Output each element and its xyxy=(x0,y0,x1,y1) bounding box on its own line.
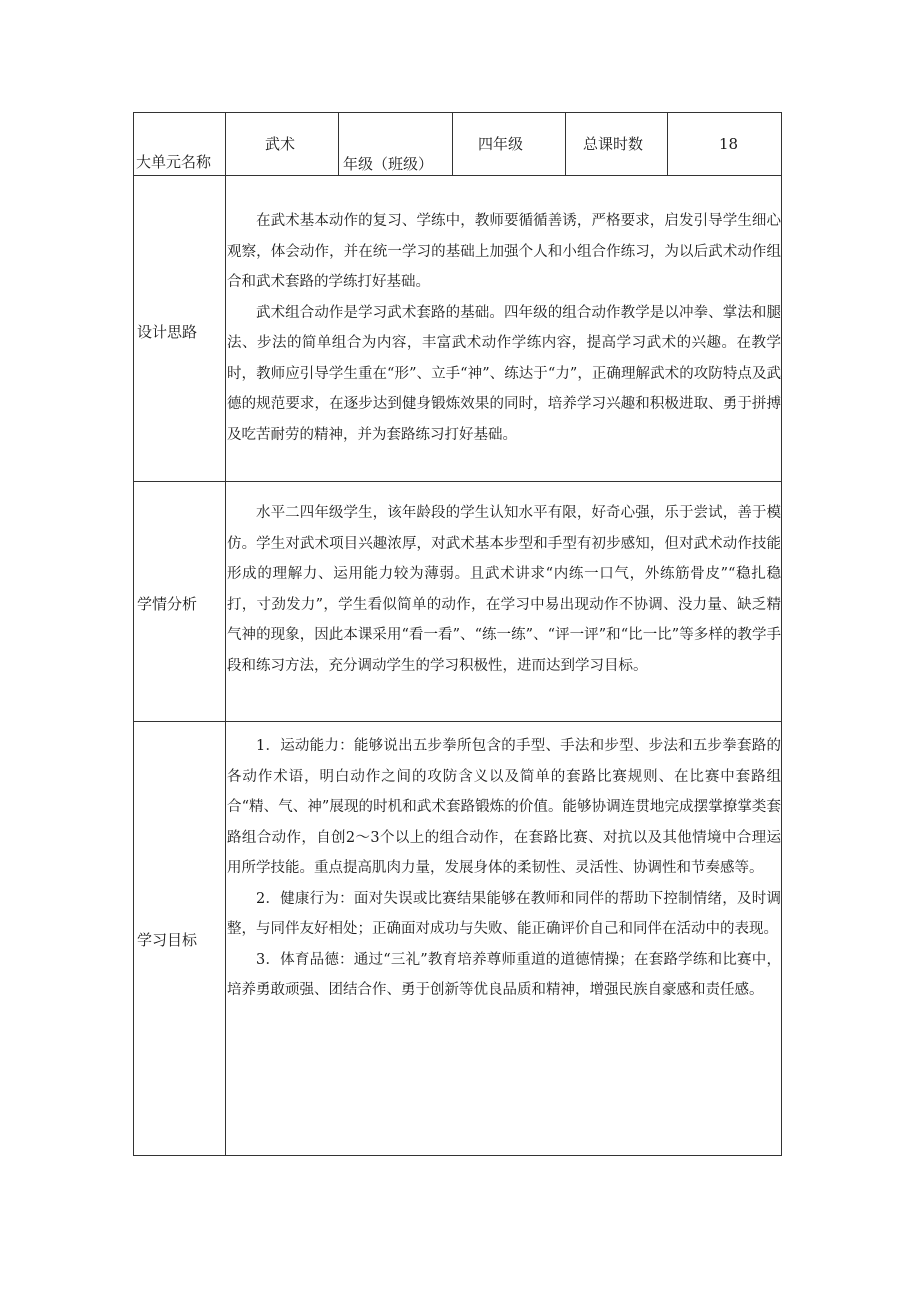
total-hours-label: 总课时数 xyxy=(583,135,644,153)
total-hours-value: 18 xyxy=(719,135,739,153)
design-paragraph: 武术组合动作是学习武术套路的基础。四年级的组合动作教学是以冲拳、掌法和腿法、步法的简单组合为内容，丰富武术动作学练内容，提高学习武术的兴趣。在教学时，教师应引导学生重在“形”、立手“神”、练达于“力”，正确理解武术的攻防特点及武德的规范要求，在逐步达到健身锻炼效果的同时，培养学习兴趣和积极进取、勇于拼搏及吃苦耐劳的精神，并为套路练习打好基础。 xyxy=(227,304,781,443)
column-divider xyxy=(225,113,226,1155)
design-text xyxy=(227,206,781,450)
goals-paragraph: 1．运动能力：能够说出五步拳所包含的手型、手法和步型、步法和五步拳套路的各动作术语，明白动作之间的攻防含义以及简单的套路比赛规则、在比赛中套路组合“精、气、神”展现的时机和武术套路锻炼的价值。能够协调连贯地完成摆掌撩掌类套路组合动作，自创2～3个以上的组合动作，在套路比赛、对抗以及其他情境中合理运用所学技能。重点提高肌肉力量，发展身体的柔韧性、灵活性、协调性和节奏感等。 xyxy=(227,738,781,876)
unit-name-label: 大单元名称 xyxy=(136,153,212,171)
goals-paragraph: 3．体育品德：通过“三礼”教育培养尊师重道的道德情操；在套路学练和比赛中，培养勇敢顽强、团结合作、勇于创新等优良品质和精神，增强民族自豪感和责任感。 xyxy=(227,951,781,998)
row-divider xyxy=(134,175,781,176)
column-divider xyxy=(452,113,453,175)
goals-label: 学习目标 xyxy=(137,931,198,949)
goals-paragraph: 2．健康行为：面对失误或比赛结果能够在教师和同伴的帮助下控制情绪，及时调整，与同伴友好相处；正确面对成功与失败、能正确评价自己和同伴在活动中的表现。 xyxy=(227,890,781,937)
grade-label: 年级（班级） xyxy=(343,155,434,173)
design-paragraph: 在武术基本动作的复习、学练中，教师要循循善诱，严格要求，启发引导学生细心观察，体会动作，并在统一学习的基础上加强个人和小组合作练习，为以后武术动作组合和武术套路的学练打好基础。 xyxy=(227,213,781,290)
analysis-label: 学情分析 xyxy=(137,595,198,613)
column-divider xyxy=(667,113,668,175)
design-label: 设计思路 xyxy=(137,323,198,341)
grade-value: 四年级 xyxy=(478,135,524,153)
column-divider xyxy=(338,113,339,175)
lesson-plan-table xyxy=(133,112,782,1156)
row-divider xyxy=(134,721,781,722)
analysis-text xyxy=(227,498,781,681)
column-divider xyxy=(565,113,566,175)
analysis-paragraph: 水平二四年级学生，该年龄段的学生认知水平有限，好奇心强，乐于尝试，善于模仿。学生对武术项目兴趣浓厚，对武术基本步型和手型有初步感知，但对武术动作技能形成的理解力、运用能力较为薄弱。且武术讲求“内练一口气，外练筋骨皮”“稳扎稳打，寸劲发力”，学生看似简单的动作，在学习中易出现动作不协调、没力量、缺乏精气神的现象，因此本课采用“看一看”、“练一练”、“评一评”和“比一比”等多样的教学手段和练习方法，充分调动学生的学习积极性，进而达到学习目标。 xyxy=(227,505,781,674)
goals-text xyxy=(227,731,781,1006)
unit-name-value: 武术 xyxy=(265,135,296,153)
row-divider xyxy=(134,481,781,482)
